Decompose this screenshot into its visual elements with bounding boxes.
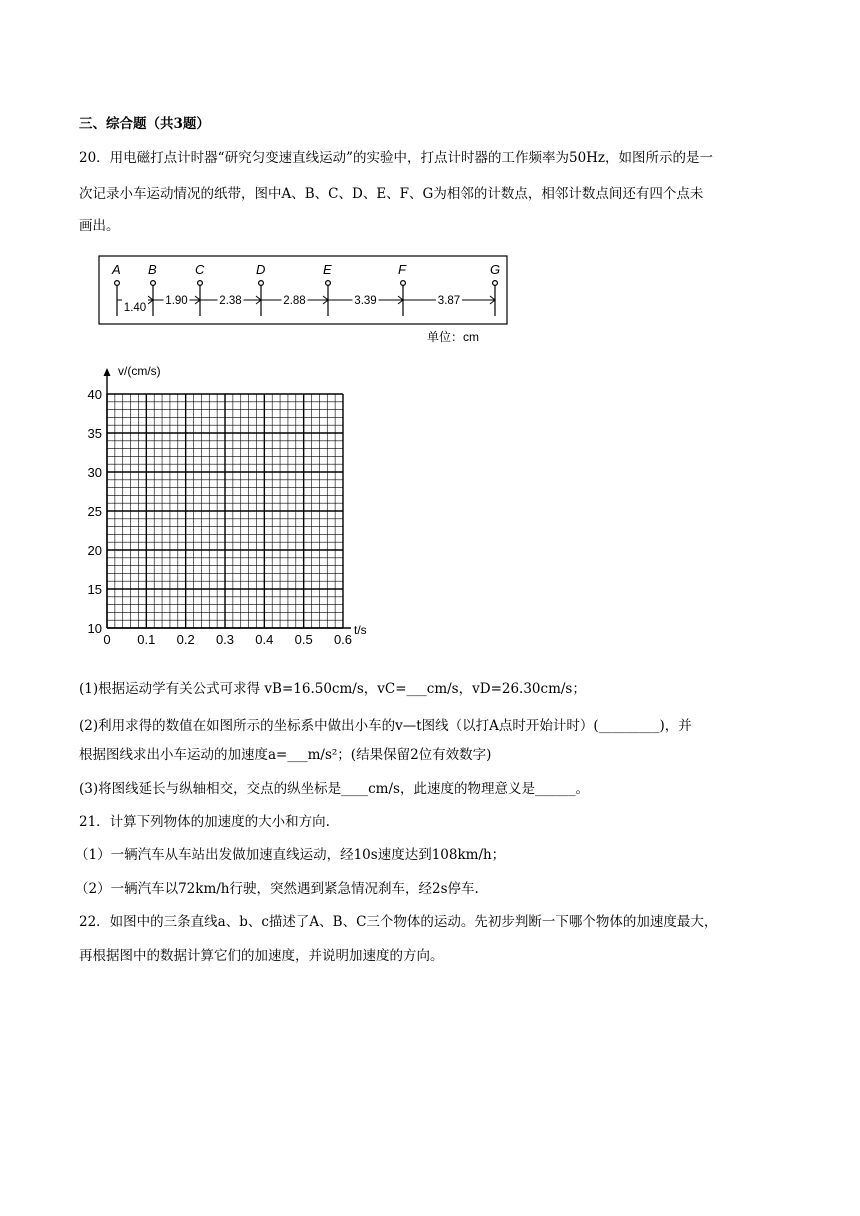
tape-distance: 2.38 — [219, 295, 242, 307]
tape-distance: 3.87 — [437, 295, 461, 307]
q20-intro-line3: 画出。 — [79, 218, 120, 234]
x-tick-label: 0.4 — [255, 632, 274, 647]
q22-line1: 22．如图中的三条直线a、b、c描述了A、B、C三个物体的运动。先初步判断一下哪个物体的加速度最大， — [79, 914, 718, 930]
tape-distance: 1.90 — [165, 295, 188, 307]
tape-dot — [326, 281, 331, 286]
tape-point-label: C — [195, 262, 205, 277]
tape-point-label: A — [112, 262, 121, 277]
y-tick-label: 15 — [87, 582, 102, 597]
y-axis-arrow — [104, 368, 111, 376]
q22-line2: 再根据图中的数据计算它们的加速度，并说明加速度的方向。 — [79, 948, 444, 964]
q20-sub1: (1)根据运动学有关公式可求得 vB=16.50cm/s，vC=___cm/s，vD=26.30cm/s； — [79, 681, 586, 697]
tape-distance: 1.40 — [123, 302, 147, 314]
tape-unit-label: 单位：cm — [427, 330, 479, 344]
q20-intro-line2: 次记录小车运动情况的纸带，图中A、B、C、D、E、F、G为相邻的计数点，相邻计数点间还有四个点未 — [79, 186, 704, 202]
tape-point-label: F — [398, 262, 406, 277]
tape-dot — [259, 281, 264, 286]
y-tick-label: 30 — [87, 465, 102, 480]
tape-distance: 2.88 — [283, 295, 306, 307]
tape-point-label: E — [323, 262, 332, 277]
y-tick-label: 20 — [87, 543, 102, 558]
graph-ylabel: v/(cm/s) — [118, 364, 161, 378]
y-tick-label: 35 — [87, 426, 102, 441]
q20-sub2-line1: (2)利用求得的数值在如图所示的坐标系中做出小车的v—t图线（以打A点时开始计时）(_________)，并 — [79, 718, 692, 734]
section-title: 三、综合题（共3题） — [79, 116, 210, 132]
q21-part1: （1）一辆汽车从车站出发做加速直线运动，经10s速度达到108km/h； — [75, 847, 506, 863]
graph-xlabel: t/s — [354, 623, 367, 637]
x-tick-label: 0.5 — [294, 632, 313, 647]
q21-part2: （2）一辆汽车以72km/h行驶，突然遇到紧急情况刹车，经2s停车. — [75, 881, 479, 897]
vt-graph — [82, 358, 382, 653]
tape-distance: 3.39 — [354, 295, 377, 307]
tape-dot — [115, 281, 120, 286]
tape-dot — [151, 281, 156, 286]
x-tick-label: 0.6 — [333, 632, 353, 647]
q20-sub3: (3)将图线延长与纵轴相交，交点的纵坐标是____cm/s，此速度的物理意义是______。 — [79, 781, 589, 797]
q21-intro: 21．计算下列物体的加速度的大小和方向. — [79, 814, 330, 830]
tape-point-label: G — [490, 262, 501, 277]
tape-figure — [95, 250, 515, 350]
x-tick-label: 0.2 — [176, 632, 195, 647]
tape-point-label: B — [148, 262, 157, 277]
q20-intro-line1: 20．用电磁打点计时器“研究匀变速直线运动”的实验中，打点计时器的工作频率为50Hz，如图所示的是一 — [79, 150, 714, 166]
x-tick-label: 0.1 — [137, 632, 156, 647]
x-tick-label: 0.3 — [215, 632, 235, 647]
tape-dot — [493, 281, 498, 286]
q20-sub2-line2: 根据图线求出小车运动的加速度a=___m/s²；(结果保留2位有效数字) — [79, 747, 492, 763]
y-tick-label: 25 — [87, 504, 102, 519]
y-tick-label: 10 — [87, 621, 102, 636]
y-tick-label: 40 — [87, 387, 102, 402]
tape-dot — [198, 281, 203, 286]
tape-dot — [401, 281, 406, 286]
x-tick-label: 0 — [103, 632, 111, 647]
tape-point-label: D — [256, 262, 266, 277]
